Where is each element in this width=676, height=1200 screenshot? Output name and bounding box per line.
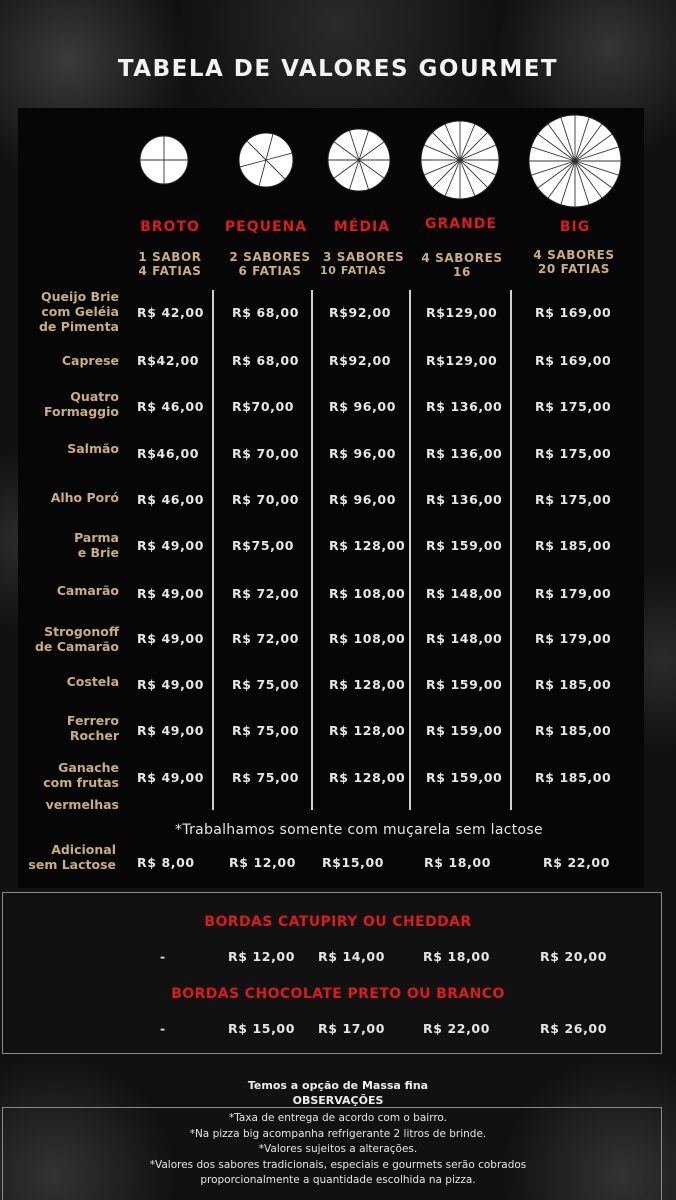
- size-name-grande: GRANDE: [424, 216, 497, 232]
- flavor-name-line: Queijo Brie: [41, 289, 119, 304]
- bordas-price: R$ 14,00: [318, 949, 386, 964]
- price-cell: R$ 46,00: [137, 399, 205, 414]
- adicional-price: R$ 18,00: [424, 855, 492, 870]
- price-cell: R$ 159,00: [426, 538, 503, 553]
- adicional-price: R$15,00: [322, 855, 385, 870]
- price-cell: R$ 136,00: [426, 446, 503, 461]
- price-cell: R$ 128,00: [329, 677, 406, 692]
- price-cell: R$ 169,00: [535, 305, 612, 320]
- observacao-item: proporcionalmente a quantidade escolhida na pizza.: [200, 1174, 476, 1186]
- price-cell: R$ 42,00: [137, 305, 205, 320]
- observacao-item: *Taxa de entrega de acordo com o bairro.: [228, 1112, 447, 1124]
- adicional-price: R$ 12,00: [229, 855, 297, 870]
- price-cell: R$ 159,00: [426, 770, 503, 785]
- adicional-price: R$ 22,00: [543, 855, 611, 870]
- bordas-price: R$ 15,00: [228, 1021, 296, 1036]
- size-fatias: 6 FATIAS: [238, 264, 302, 278]
- price-cell: R$ 128,00: [329, 723, 406, 738]
- price-cell: R$ 96,00: [329, 492, 397, 507]
- massa-fina-note: Temos a opção de Massa fina: [247, 1079, 429, 1092]
- size-info-grande: [414, 251, 510, 279]
- price-cell: R$ 175,00: [535, 399, 612, 414]
- lactose-note: *Trabalhamos somente com muçarela sem lactose: [175, 822, 543, 838]
- flavor-name-line: Caprese: [61, 353, 119, 368]
- pizza-pequena-icon: [238, 132, 294, 188]
- flavor-name: [9, 353, 119, 368]
- flavor-name: [9, 674, 119, 689]
- price-cell: R$ 68,00: [232, 305, 300, 320]
- flavor-name-line: e Brie: [77, 545, 119, 560]
- price-cell: R$ 68,00: [232, 353, 300, 368]
- price-cell: R$ 179,00: [535, 631, 612, 646]
- price-cell: R$ 72,00: [232, 586, 300, 601]
- bordas-price: R$ 12,00: [228, 949, 296, 964]
- price-cell: R$ 49,00: [137, 723, 205, 738]
- size-name-broto: BROTO: [140, 219, 200, 235]
- flavor-name-line: Costela: [66, 674, 119, 689]
- price-cell: R$ 75,00: [232, 770, 300, 785]
- price-cell: R$ 136,00: [426, 492, 503, 507]
- flavor-name-line: de Camarão: [34, 639, 119, 654]
- price-cell: R$ 49,00: [137, 538, 205, 553]
- price-cell: R$ 185,00: [535, 770, 612, 785]
- price-cell: R$ 108,00: [329, 631, 406, 646]
- flavor-name-line: Rocher: [69, 728, 119, 743]
- size-name-media: MÉDIA: [333, 219, 391, 235]
- price-cell: R$92,00: [329, 305, 392, 320]
- flavor-name-line: Ferrero: [66, 713, 119, 728]
- price-cell: R$ 49,00: [137, 631, 205, 646]
- size-info-broto: [130, 250, 210, 278]
- bordas-title: BORDAS CATUPIRY OU CHEDDAR: [204, 914, 472, 930]
- bordas-price: -: [160, 1021, 166, 1036]
- flavor-name: [9, 760, 119, 812]
- size-name-pequena: PEQUENA: [224, 219, 308, 235]
- price-cell: R$ 70,00: [232, 492, 300, 507]
- price-cell: R$ 96,00: [329, 399, 397, 414]
- flavor-name: [9, 289, 119, 334]
- flavor-name: [9, 713, 119, 743]
- price-cell: R$129,00: [426, 305, 498, 320]
- bordas-price: R$ 17,00: [318, 1021, 386, 1036]
- flavor-name: [9, 583, 119, 598]
- pizza-grande-icon: [420, 120, 500, 200]
- size-info-media: [320, 250, 412, 278]
- price-cell: R$ 128,00: [329, 538, 406, 553]
- price-cell: R$75,00: [232, 538, 295, 553]
- observacao-item: *Na pizza big acompanha refrigerante 2 litros de brinde.: [189, 1127, 487, 1140]
- size-sabores: 4 SABORES: [533, 248, 615, 262]
- observacoes-heading: OBSERVAÇÕES: [292, 1094, 384, 1107]
- bordas-price: -: [160, 949, 166, 964]
- bordas-price: R$ 22,00: [423, 1021, 491, 1036]
- bordas-title: BORDAS CHOCOLATE PRETO OU BRANCO: [171, 986, 505, 1002]
- flavor-name: [9, 441, 119, 456]
- price-cell: R$ 49,00: [137, 677, 205, 692]
- price-cell: R$ 148,00: [426, 631, 503, 646]
- price-cell: R$ 96,00: [329, 446, 397, 461]
- flavor-name-line: com frutas: [43, 775, 119, 790]
- column-divider: [311, 290, 313, 810]
- price-cell: R$ 46,00: [137, 492, 205, 507]
- price-cell: R$ 128,00: [329, 770, 406, 785]
- column-divider: [212, 290, 214, 810]
- price-cell: R$ 175,00: [535, 492, 612, 507]
- price-cell: R$ 75,00: [232, 723, 300, 738]
- bordas-price: R$ 18,00: [423, 949, 491, 964]
- price-cell: R$ 179,00: [535, 586, 612, 601]
- price-cell: R$ 148,00: [426, 586, 503, 601]
- flavor-name-line: de Pimenta: [38, 319, 119, 334]
- flavor-name-line: Strogonoff: [44, 624, 119, 639]
- adicional-label: [6, 842, 116, 872]
- flavor-name-line: Alho Poró: [50, 490, 119, 505]
- price-cell: R$ 175,00: [535, 446, 612, 461]
- price-cell: R$129,00: [426, 353, 498, 368]
- pizza-broto-icon: [139, 135, 189, 185]
- column-divider: [409, 290, 411, 810]
- flavor-name: [9, 624, 119, 654]
- price-cell: R$42,00: [137, 353, 200, 368]
- size-sabores: 4 SABORES: [421, 251, 503, 265]
- size-fatias: 4 FATIAS: [138, 264, 202, 278]
- flavor-name-line: Quatro: [70, 389, 119, 404]
- pizza-media-icon: [327, 128, 391, 192]
- price-cell: R$ 49,00: [137, 586, 205, 601]
- page-title: TABELA DE VALORES GOURMET: [117, 56, 559, 82]
- price-cell: R$ 75,00: [232, 677, 300, 692]
- flavor-name-line: Formaggio: [43, 404, 119, 419]
- flavor-name: [9, 530, 119, 560]
- price-cell: R$ 108,00: [329, 586, 406, 601]
- adicional-label-line: Adicional: [51, 842, 116, 857]
- flavor-name-line: com Geléia: [41, 304, 119, 319]
- observacao-item: *Valores dos sabores tradicionais, especiais e gourmets serão cobrados: [149, 1158, 527, 1171]
- size-fatias: 16: [453, 265, 471, 279]
- size-info-big: [526, 248, 622, 276]
- flavor-name: [9, 490, 119, 505]
- price-cell: R$ 159,00: [426, 677, 503, 692]
- flavor-name-line: Camarão: [56, 583, 119, 598]
- adicional-price: R$ 8,00: [137, 855, 195, 870]
- flavor-name-line: Parma: [74, 530, 119, 545]
- price-cell: R$ 185,00: [535, 677, 612, 692]
- size-info-pequena: [222, 250, 318, 278]
- flavor-name-line: vermelhas: [45, 797, 119, 812]
- size-name-big: BIG: [559, 219, 591, 235]
- observacao-item: *Valores sujeitos a alterações.: [258, 1143, 418, 1155]
- size-sabores: 1 SABOR: [138, 250, 202, 264]
- bordas-price: R$ 26,00: [540, 1021, 608, 1036]
- pizza-big-icon: [528, 114, 622, 208]
- price-cell: R$ 159,00: [426, 723, 503, 738]
- price-cell: R$92,00: [329, 353, 392, 368]
- adicional-label-line: sem Lactose: [28, 857, 116, 872]
- price-cell: R$46,00: [137, 446, 200, 461]
- price-cell: R$70,00: [232, 399, 295, 414]
- bordas-price: R$ 20,00: [540, 949, 608, 964]
- size-sabores: 3 SABORES: [323, 250, 405, 264]
- price-cell: R$ 70,00: [232, 446, 300, 461]
- size-sabores: 2 SABORES: [229, 250, 311, 264]
- flavor-name-line: Ganache: [58, 760, 119, 775]
- size-fatias: 10 FATIAS: [320, 264, 387, 277]
- price-cell: R$ 185,00: [535, 538, 612, 553]
- price-cell: R$ 72,00: [232, 631, 300, 646]
- flavor-name: [9, 389, 119, 419]
- observacoes-header: [0, 1078, 676, 1108]
- price-cell: R$ 169,00: [535, 353, 612, 368]
- column-divider: [510, 290, 512, 810]
- price-cell: R$ 49,00: [137, 770, 205, 785]
- price-cell: R$ 136,00: [426, 399, 503, 414]
- price-cell: R$ 185,00: [535, 723, 612, 738]
- size-fatias: 20 FATIAS: [537, 262, 611, 276]
- flavor-name-line: Salmão: [67, 441, 119, 456]
